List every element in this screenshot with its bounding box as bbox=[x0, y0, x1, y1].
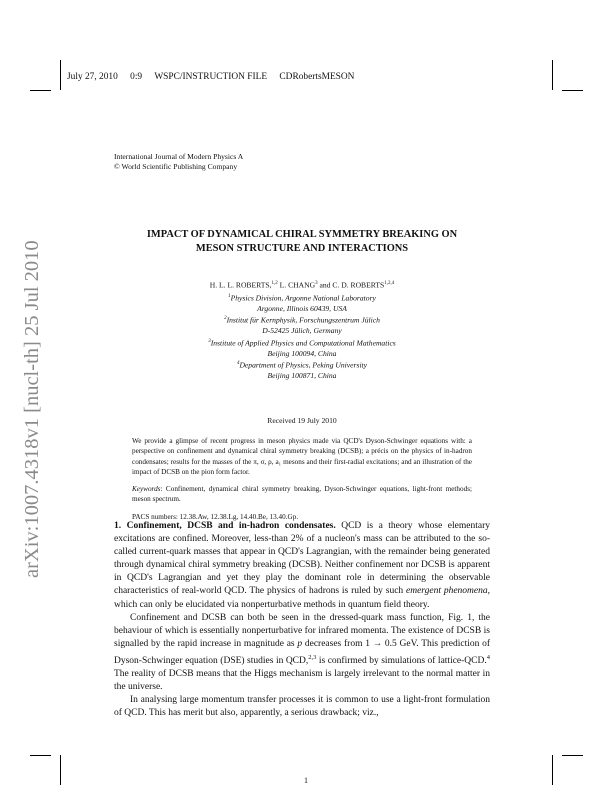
crop-mark bbox=[30, 90, 51, 91]
affiliation-line: Beijing 100094, China bbox=[267, 348, 337, 358]
paragraph bbox=[114, 612, 490, 695]
running-head-time: 0:9 bbox=[130, 72, 143, 82]
keywords bbox=[132, 484, 472, 505]
crop-mark bbox=[552, 60, 553, 90]
title-line-1: IMPACT OF DYNAMICAL CHIRAL SYMMETRY BREAKING ON bbox=[146, 229, 458, 240]
copyright: © World Scientific Publishing Company bbox=[114, 162, 238, 171]
paragraph-text: The reality of DCSB means that the Higgs mechanism is largely irrelevant to the normal matter in the universe. bbox=[114, 669, 490, 693]
abstract-text: We provide a glimpse of recent progress in meson physics made via QCD's Dyson-Schwinger equations with: a perspective on confinement and dynamical chiral symmetry breaking (DCSB); a précis on the physics of in-hadron condensates; results for the masses of the π, σ, ρ, a₁ mesons and their first-radial excitations; and an illustration of the impact of DCSB on the pion form factor. bbox=[132, 437, 472, 477]
journal-info bbox=[114, 152, 243, 172]
author-sup: 3 bbox=[315, 281, 318, 286]
affiliation-sup: 3 bbox=[208, 338, 211, 344]
arxiv-identifier: arXiv:1007.4318v1 [nucl-th] 25 Jul 2010 bbox=[21, 240, 43, 578]
affiliation-sup: 1 bbox=[228, 293, 231, 299]
keywords-label: Keywords bbox=[132, 484, 161, 493]
affiliation bbox=[110, 337, 494, 359]
paragraph-text: decreases from 1 → 0.5 GeV. This prediction of Dyson-Schwinger equation (DSE) studies in QCD, bbox=[114, 638, 491, 667]
body-text bbox=[114, 520, 490, 721]
keywords-text: : Confinement, dynamical chiral symmetry breaking, Dyson-Schwinger equations, light-front methods; meson spectrum. bbox=[132, 484, 472, 504]
running-head-file: WSPC/INSTRUCTION FILE bbox=[154, 72, 268, 82]
received-date: Received 19 July 2010 bbox=[267, 416, 337, 425]
pacs-numbers: PACS numbers: 12.38.Aw, 12.38.Lg, 14.40.Be, 13.40.Gp. bbox=[132, 513, 299, 522]
affiliation-line: Argonne, Illinois 60439, USA bbox=[257, 303, 347, 313]
affiliation-line: D-52425 Jülich, Germany bbox=[262, 326, 342, 336]
page-number: 1 bbox=[304, 776, 308, 785]
author-sup: 1,2 bbox=[271, 281, 278, 286]
paragraph-text: Confinement and DCSB can both be seen in the dressed-quark mass function, Fig. 1, the behaviour of which is essentially nonperturbative for infrared momenta. The existence of DCSB is signalled by the rapid increase in magnitude as bbox=[114, 612, 490, 649]
affiliation-line: Institute of Applied Physics and Computational Mathematics bbox=[210, 338, 396, 348]
author-block bbox=[110, 279, 494, 381]
journal-name: International Journal of Modern Physics A bbox=[114, 152, 244, 161]
author-list bbox=[110, 279, 494, 291]
author-sup: 1,2,4 bbox=[384, 281, 395, 286]
crop-mark bbox=[562, 755, 583, 756]
author-name: and C. D. ROBERTS bbox=[317, 280, 385, 290]
paragraph: In analysing large momentum transfer processes it is common to use a light-front formulation of QCD. This has merit but also, apparently, a serious drawback; viz., bbox=[114, 695, 490, 719]
running-head bbox=[67, 72, 364, 82]
citation-sup: 4 bbox=[486, 653, 490, 661]
running-head-name: CDRobertsMESON bbox=[279, 72, 355, 82]
affiliation bbox=[110, 292, 494, 314]
affiliation-line: Institut für Kernphysik, Forschungszentrum Jülich bbox=[226, 315, 380, 325]
affiliation-sup: 4 bbox=[236, 360, 240, 366]
affiliation-line: Department of Physics, Peking University bbox=[239, 360, 368, 370]
running-head-date: July 27, 2010 bbox=[67, 72, 118, 82]
author-name: H. L. L. ROBERTS, bbox=[209, 280, 272, 290]
affiliation bbox=[110, 359, 494, 381]
abstract bbox=[132, 436, 472, 523]
affiliation bbox=[110, 314, 494, 336]
math-var: p bbox=[297, 638, 303, 649]
paragraph bbox=[114, 520, 490, 612]
affiliation-line: Beijing 100871, China bbox=[267, 370, 337, 380]
crop-mark bbox=[30, 755, 51, 756]
affiliation-line: Physics Division, Argonne National Laboratory bbox=[230, 293, 376, 303]
paragraph-text: is confirmed by simulations of lattice-QCD. bbox=[316, 656, 487, 667]
emphasis-text: emergent phenomena bbox=[406, 586, 488, 597]
section-heading: 1. Confinement, DCSB and in-hadron condensates. bbox=[114, 521, 336, 531]
crop-mark bbox=[562, 90, 583, 91]
paper-title bbox=[110, 228, 494, 255]
affiliation-sup: 2 bbox=[224, 316, 227, 322]
crop-mark bbox=[60, 60, 61, 90]
paragraph-text: QCD is a theory whose elementary excitations are confined. Moreover, less-than 2% of a nucleon's mass can be attributed to the so-called current-quark masses that appear in QCD's Lagrangian, with the remainder being generated through dynamical chiral symmetry breaking (DCSB). Neither confinement nor DCSB is apparent in QCD's Lagrangian and yet they play the dominant role in determining the observable characteristics of real-world QCD. The physics of hadrons is ruled by such bbox=[114, 521, 490, 597]
title-line-2: MESON STRUCTURE AND INTERACTIONS bbox=[195, 242, 409, 254]
citation-sup: 2,3 bbox=[308, 653, 317, 661]
paragraph-text: , which can only be elucidated via nonperturbative methods in quantum field theory. bbox=[114, 586, 490, 610]
author-name: L. CHANG bbox=[277, 280, 316, 290]
